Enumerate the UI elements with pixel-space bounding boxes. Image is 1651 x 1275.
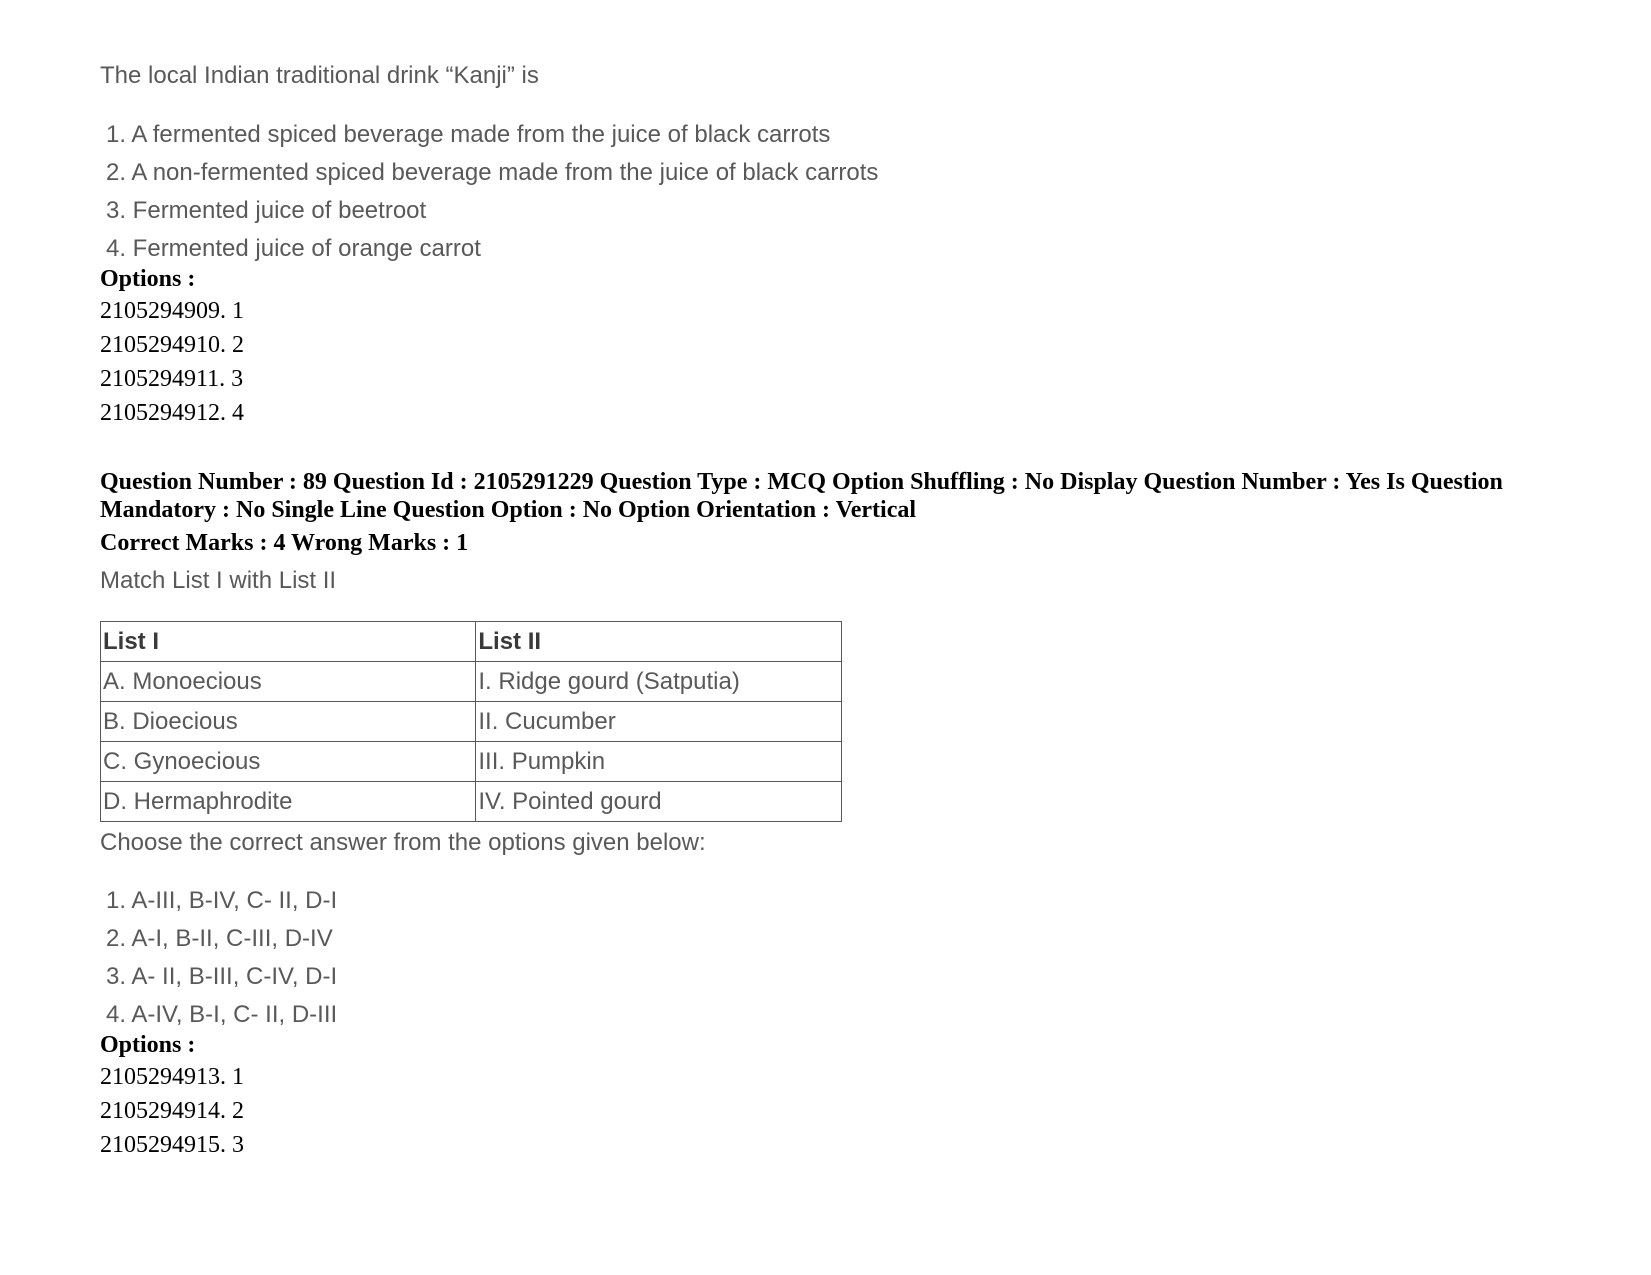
- table-header-cell: List II: [476, 622, 842, 662]
- option-code: 2105294913. 1: [100, 1064, 244, 1090]
- choice-item: 4. A-IV, B-I, C- II, D-III: [106, 1001, 338, 1028]
- table-row: [101, 702, 842, 742]
- table-cell: B. Dioecious: [101, 702, 476, 742]
- choice-item: 4. Fermented juice of orange carrot: [106, 235, 481, 262]
- table-cell: III. Pumpkin: [476, 742, 842, 782]
- table-header-cell: List I: [101, 622, 476, 662]
- marks-line: Correct Marks : 4 Wrong Marks : 1: [100, 530, 469, 556]
- choice-item: 3. A- II, B-III, C-IV, D-I: [106, 963, 338, 990]
- question-1-choices: [106, 116, 878, 268]
- options-label: Options :: [100, 1032, 196, 1058]
- options-label: Options :: [100, 266, 196, 292]
- table-row: [101, 742, 842, 782]
- table-cell: C. Gynoecious: [101, 742, 476, 782]
- question-1-option-codes: [100, 294, 244, 430]
- option-code: 2105294911. 3: [100, 366, 244, 392]
- option-code: 2105294914. 2: [100, 1098, 244, 1124]
- table-cell: D. Hermaphrodite: [101, 782, 476, 822]
- question-2-choices: [106, 882, 337, 1034]
- choice-item: 2. A-I, B-II, C-III, D-IV: [106, 925, 333, 952]
- option-code: 2105294915. 3: [100, 1132, 244, 1158]
- question-2-option-codes: [100, 1060, 244, 1162]
- option-code: 2105294910. 2: [100, 332, 244, 358]
- table-row: [101, 782, 842, 822]
- option-code: 2105294912. 4: [100, 400, 244, 426]
- question-2-stem: Match List I with List II: [100, 567, 337, 594]
- choice-item: 2. A non-fermented spiced beverage made from the juice of black carrots: [106, 159, 879, 186]
- table-cell: A. Monoecious: [101, 662, 476, 702]
- table-row: [101, 662, 842, 702]
- option-code: 2105294909. 1: [100, 298, 244, 324]
- table-cell: I. Ridge gourd (Satputia): [476, 662, 842, 702]
- table-header-row: [101, 622, 842, 662]
- choice-item: 1. A fermented spiced beverage made from the juice of black carrots: [106, 121, 831, 148]
- table-cell: II. Cucumber: [476, 702, 842, 742]
- question-1-stem: The local Indian traditional drink “Kanji” is: [100, 62, 539, 89]
- question-meta: Question Number : 89 Question Id : 2105291229 Question Type : MCQ Option Shuffling : No Display Question Number : Yes Is Question Mandatory : No Single Line Question Option : No Option Orientation : Vertical: [100, 469, 1503, 523]
- table-cell: IV. Pointed gourd: [476, 782, 842, 822]
- choice-item: 1. A-III, B-IV, C- II, D-I: [106, 887, 338, 914]
- match-table: [100, 621, 842, 822]
- choice-item: 3. Fermented juice of beetroot: [106, 197, 427, 224]
- question-2-instruction: Choose the correct answer from the options given below:: [100, 829, 706, 856]
